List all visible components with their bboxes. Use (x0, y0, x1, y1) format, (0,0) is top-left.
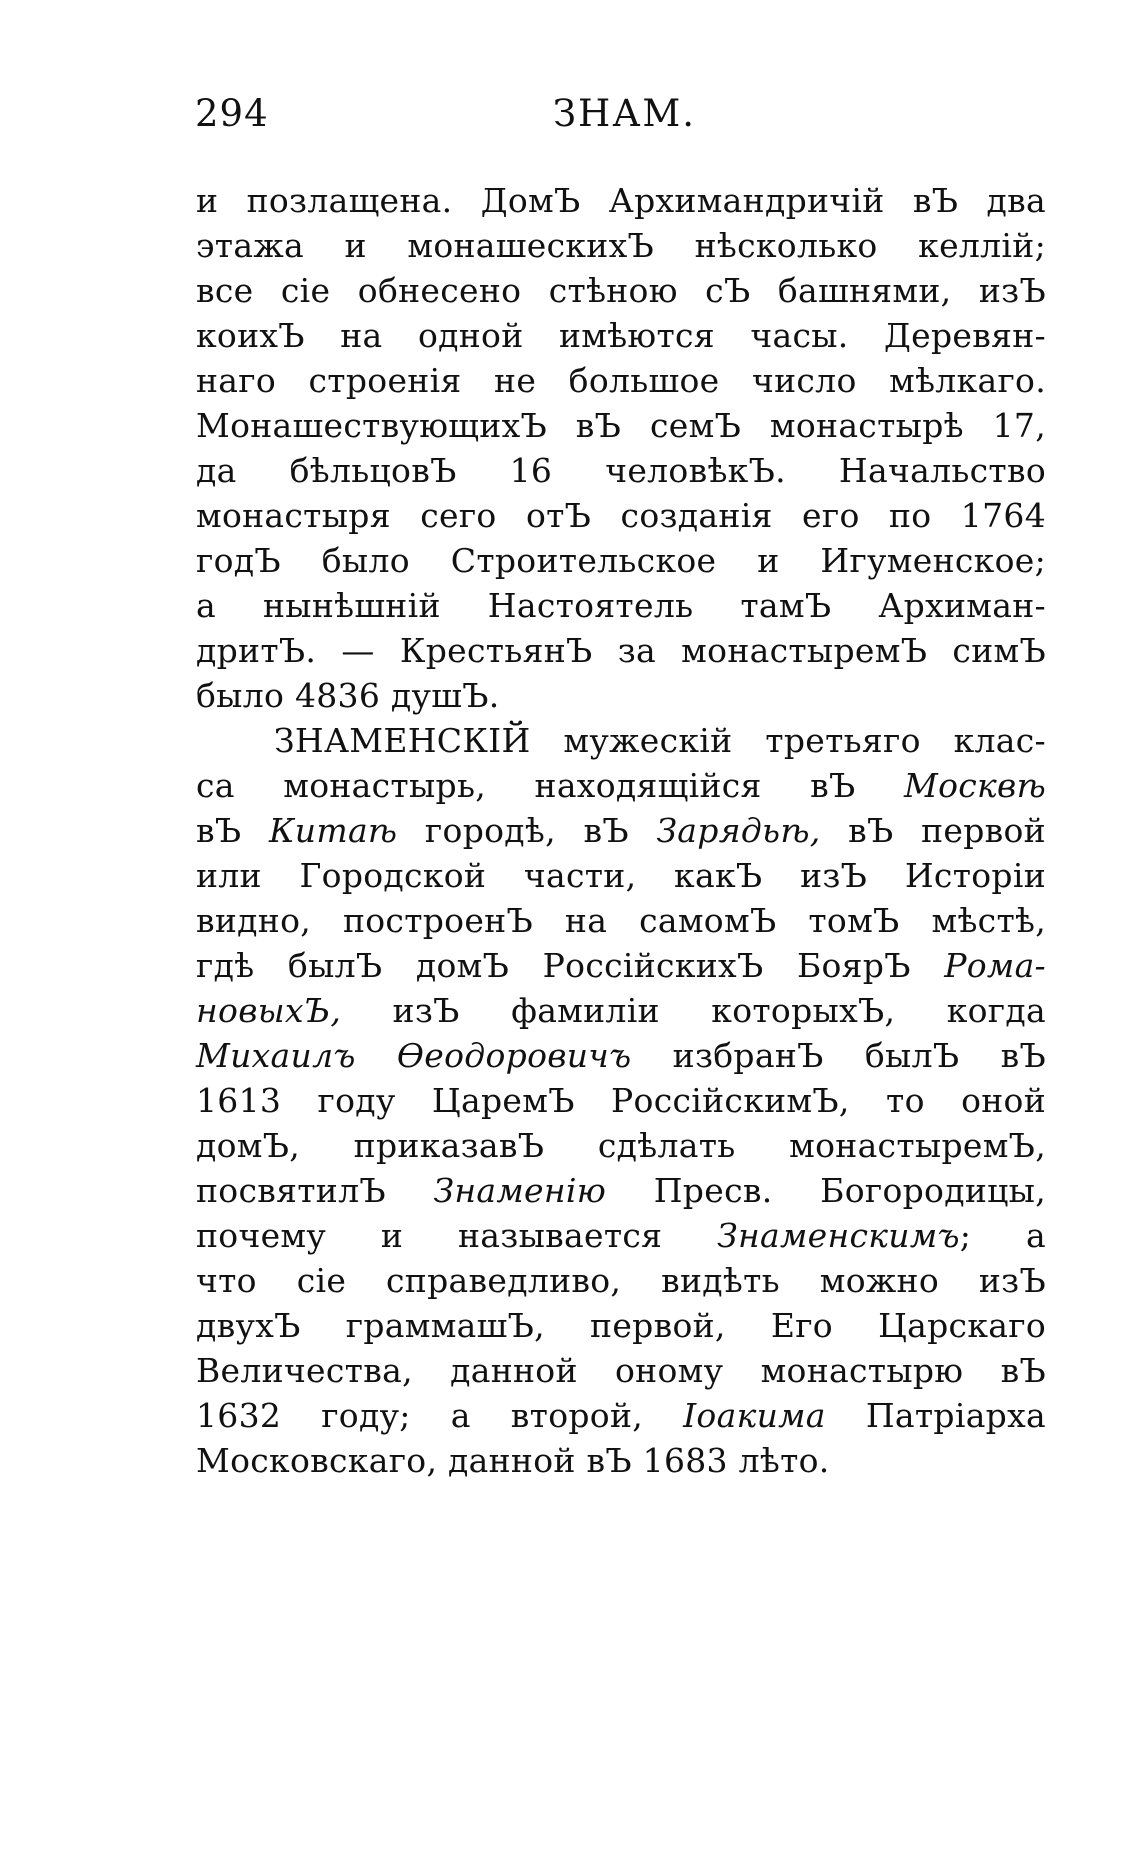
text-line (196, 1438, 1046, 1483)
text-line (196, 1123, 1046, 1168)
text-line: а нынѣшній Настоятель тамЪ Архиман- (196, 586, 1046, 625)
italic-text: Знаменскимъ (717, 1216, 960, 1255)
page-header (195, 92, 955, 148)
line-text: 1632 году; а второй, (196, 1396, 684, 1435)
line-text: избранЪ былЪ вЪ (631, 1036, 1046, 1075)
text-line (196, 718, 1046, 763)
text-line (196, 1348, 1046, 1393)
line-text: гдѣ былЪ домЪ РоссійскихЪ БоярЪ (196, 946, 945, 985)
line-text: Патріарха (825, 1396, 1046, 1435)
text-line (196, 1303, 1046, 1348)
body-text (196, 178, 1046, 1483)
paragraph-1 (196, 178, 1046, 718)
text-line: да бѣльцовЪ 16 человѣкЪ. Начальство (196, 451, 1046, 490)
text-line (196, 1258, 1046, 1303)
text-line: коихЪ на одной имѣются часы. Деревян- (196, 316, 1046, 355)
text-line (196, 763, 1046, 808)
italic-text: Зарядьѣ, (656, 811, 821, 850)
line-text: что сіе справедливо, видѣть можно изЪ (196, 1261, 1046, 1300)
line-text: са монастырь, находящійся вЪ (196, 766, 905, 805)
text-line (196, 808, 1046, 853)
text-line (196, 1078, 1046, 1123)
text-line: годЪ было Строительское и Игуменское; (196, 541, 1046, 580)
line-text: ЗНАМЕНСКІЙ мужескій третьяго клас- (274, 721, 1046, 760)
italic-text: Іоакима (683, 1396, 826, 1435)
text-line (196, 853, 1046, 898)
line-text: 1613 году ЦаремЪ РоссійскимЪ, то оной (196, 1081, 1046, 1120)
text-line: МонашествующихЪ вЪ семЪ монастырѣ 17, (196, 406, 1046, 445)
line-text: Величества, данной оному монастырю вЪ (196, 1351, 1046, 1390)
line-text: почему и называется (196, 1216, 718, 1255)
text-line (196, 898, 1046, 943)
text-line: дритЪ. — КрестьянЪ за монастыремЪ симЪ (196, 631, 1046, 670)
paragraph-2 (196, 718, 1046, 1483)
running-head: ЗНАМ. (553, 92, 696, 135)
line-text: изЪ фамиліи которыхЪ, когда (341, 991, 1046, 1030)
text-line: все сіе обнесено стѣною сЪ башнями, изЪ (196, 271, 1046, 310)
text-line (196, 1213, 1046, 1258)
italic-text: Рома- (944, 946, 1046, 985)
text-line (196, 1033, 1046, 1078)
line-text: ; а (959, 1216, 1046, 1255)
text-line: монастыря сего отЪ созданія его по 1764 (196, 496, 1046, 535)
text-line: было 4836 душЪ. (196, 676, 500, 715)
italic-text: Китаѣ (268, 811, 398, 850)
line-text: или Городской части, какЪ изЪ Исторіи (196, 856, 1046, 895)
italic-text: Михаилъ Ѳеодоровичъ (196, 1036, 632, 1075)
text-line (196, 1393, 1046, 1438)
text-line (196, 1168, 1046, 1213)
text-line: и позлащена. ДомЪ Архимандричій вЪ два (196, 181, 1046, 220)
line-text: вЪ (196, 811, 269, 850)
line-text: посвятилЪ (196, 1171, 434, 1210)
text-line (196, 943, 1046, 988)
page-number: 294 (195, 92, 269, 135)
line-text: домЪ, приказавЪ сдѣлать монастыремЪ, (196, 1126, 1046, 1165)
text-line: этажа и монашескихЪ нѣсколько келлій; (196, 226, 1046, 265)
italic-text: новыхЪ, (196, 991, 342, 1030)
line-text: двухЪ граммашЪ, первой, Его Царскаго (196, 1306, 1046, 1345)
text-line (196, 988, 1046, 1033)
line-text: городѣ, вЪ (397, 811, 657, 850)
italic-text: Знаменію (433, 1171, 607, 1210)
line-text: видно, построенЪ на самомЪ томЪ мѣстѣ, (196, 901, 1046, 940)
line-text: вЪ первой (820, 811, 1046, 850)
line-text: Пресв. Богородицы, (606, 1171, 1046, 1210)
text-line: наго строенія не большое число мѣлкаго. (196, 361, 1046, 400)
italic-text: Москвѣ (904, 766, 1046, 805)
line-text: Московскаго, данной вЪ 1683 лѣто. (196, 1441, 830, 1480)
